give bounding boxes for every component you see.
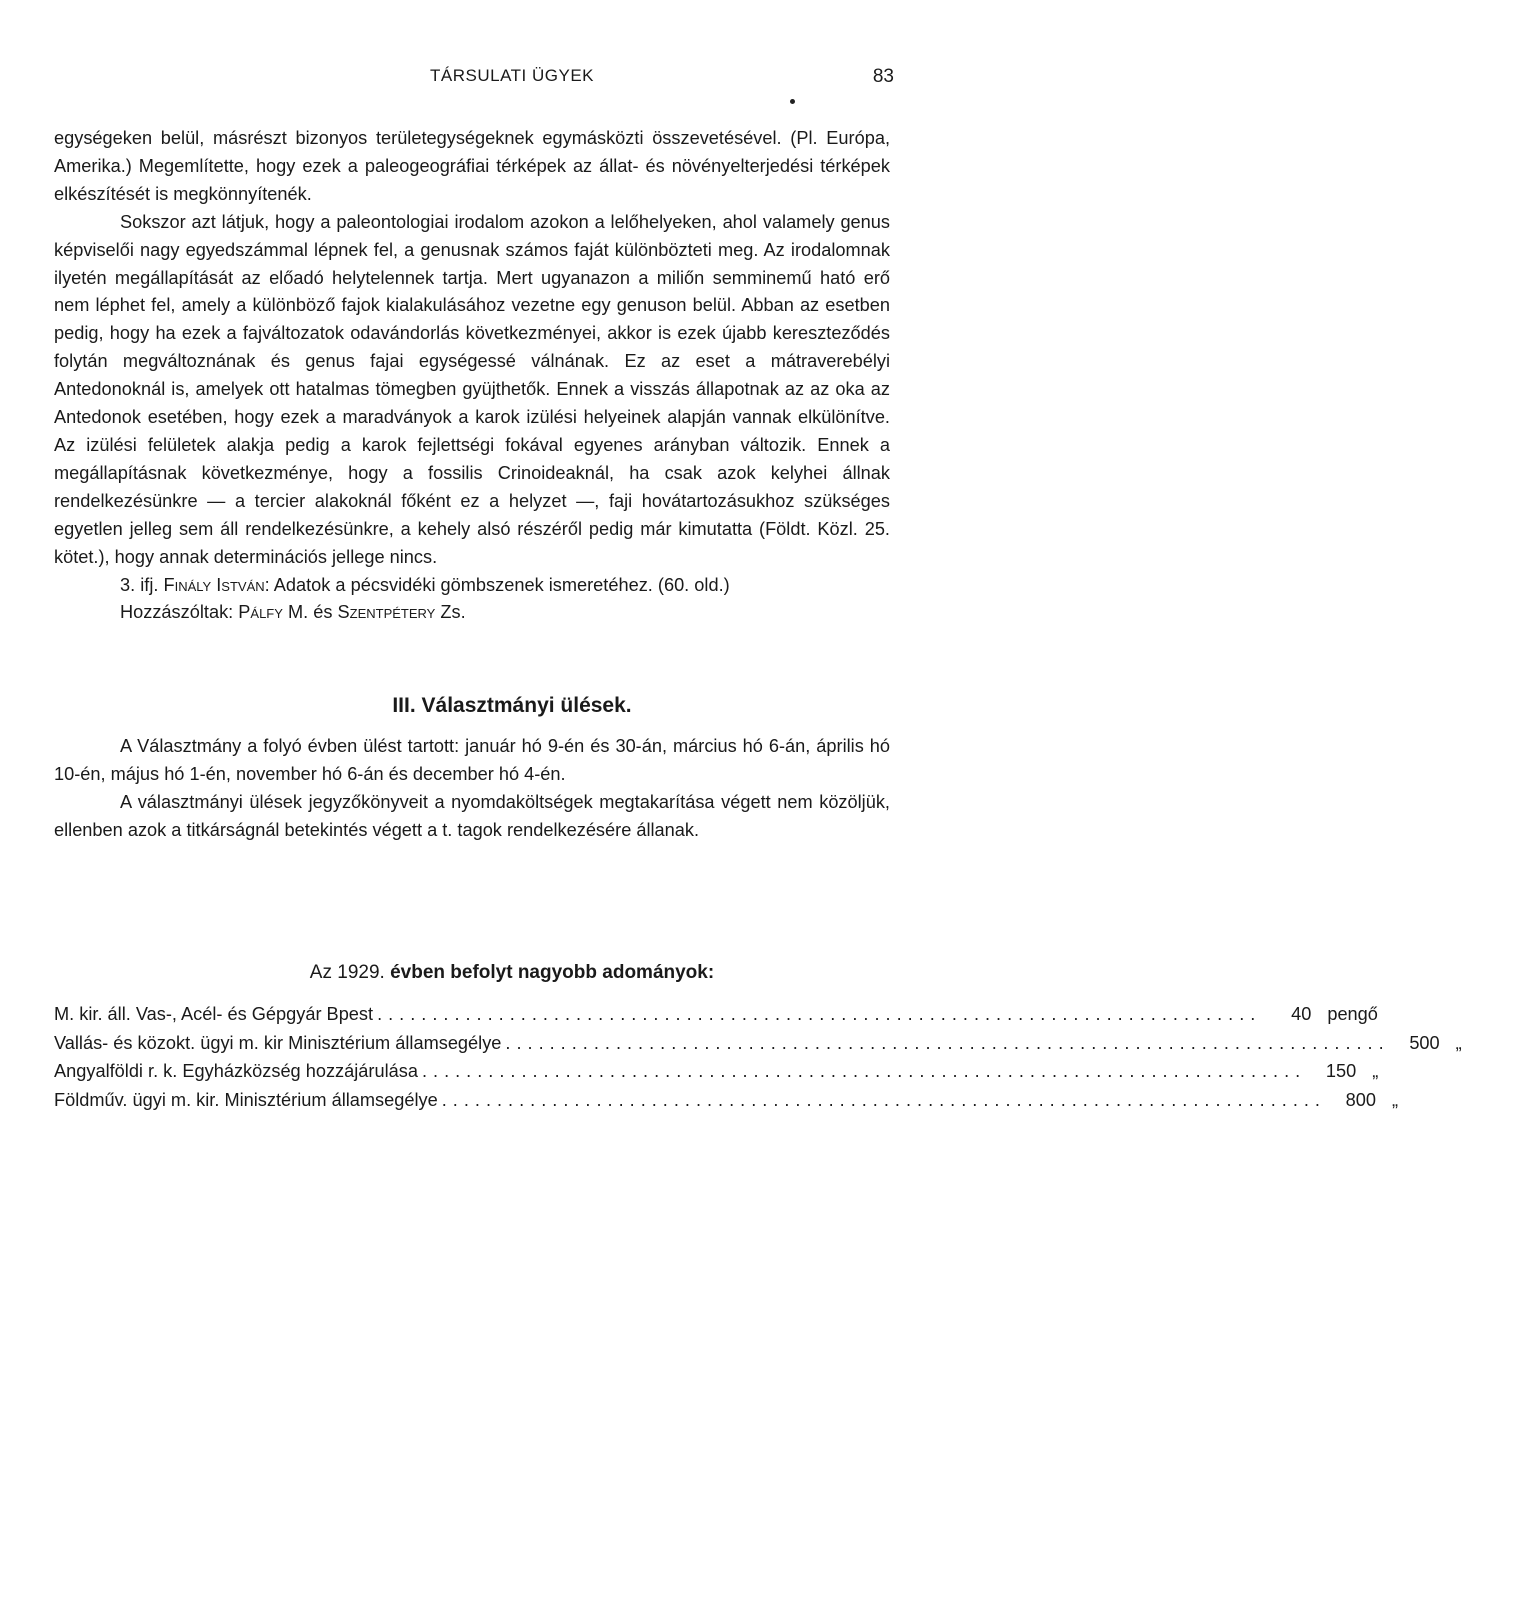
item-3 <box>54 572 890 600</box>
print-speck <box>790 99 795 104</box>
section-text <box>54 733 890 845</box>
donation-unit: „ <box>1455 1032 1462 1053</box>
body-text <box>54 125 890 627</box>
contributors-line <box>54 599 890 627</box>
contributor-palfy: Pálfy <box>238 602 283 623</box>
leader-dots: ................................................................................ <box>377 1004 1262 1024</box>
donations-list <box>54 1000 1462 1114</box>
running-title: TÁRSULATI ÜGYEK <box>430 66 594 85</box>
donation-label: M. kir. áll. Vas-, Acél- és Gépgyár Bpest <box>54 1004 374 1024</box>
donation-row <box>54 1029 1462 1058</box>
donation-label: Földműv. ügyi m. kir. Minisztérium államsegélye <box>54 1089 438 1110</box>
donation-row <box>54 1057 1379 1086</box>
item-3-author: Finály István <box>163 574 265 595</box>
contributor-szentpetery: Szentpétery <box>337 602 436 623</box>
contributors-label: Hozzászóltak: <box>120 602 239 623</box>
donation-label: Angyalföldi r. k. Egyházközség hozzájárulása <box>54 1061 418 1081</box>
leader-dots: ................................................................................ <box>421 1061 1307 1081</box>
donation-unit: „ <box>1391 1089 1399 1110</box>
contributors-suffix: Zs. <box>435 602 466 623</box>
paragraph-antedon: Sokszor azt látjuk, hogy a paleontologiai irodalom azokon a lelőhelyeken, ahol valamely genus képviselői nagy egyedszámmal lépnek fel, a genusnak számos faját különbözteti meg. Az irodalomnak ilyetén megállapítását az előadó helytelennek tartja. Mert ugyanazon a miliőn semminemű ható erő nem léphet fel, amely a különböző fajok kialakulásához vezetne egy genuson belül. Abban az esetben pedig, hogy ha ezek a fajváltozatok odavándorlás következményei, akkor is ezek újabb kereszteződés folytán megváltoznának és genus fajai egységessé válnának. Ez az eset a mátraverebélyi Antedonoknál is, amelyek ott hatalmas tömegben gyüjthetők. Ennek a visszás állapotnak az az oka az Antedonok esetében, hogy ezek a maradványok a karok izülési helyeinek alapján vannak elkülönítve. Az izülési felületek alakja pedig a karok fejlettségi fokával egyenes arányban változik. Ennek a megállapításnak következménye, hogy a fossilis Crinoideaknál, ha csak azok kelyhei állnak rendelkezésünkre — a tercier alakoknál főként ez a helyzet —, faji hovátartozásukhoz szükséges egyetlen jelleg sem áll rendelkezésünkre, a kehely alsó részéről pedig már kimutatta (Földt. Közl. 25. kötet.), hogy annak determinációs jellege nincs. <box>54 211 890 567</box>
running-header <box>0 66 1024 90</box>
donations-heading <box>0 962 1024 984</box>
section-paragraph-minutes: A választmányi ülések jegyzőkönyveit a nyomdaköltségek megtakarítása végett nem közöljük, ellenben azok a titkárságnál betekintés végett a t. tagok rendelkezésére állanak. <box>54 791 890 840</box>
donation-amount: 800 <box>1345 1089 1376 1110</box>
donations-heading-prefix: Az 1929. <box>309 962 391 983</box>
donation-unit: pengő <box>1327 1004 1378 1024</box>
donation-row <box>54 1000 1378 1029</box>
donation-amount: 40 <box>1291 1004 1312 1024</box>
section-heading: III. Választmányi ülések. <box>392 694 632 717</box>
donations-heading-bold: évben befolyt nagyobb adományok: <box>390 962 715 983</box>
paragraph-continuation: egységeken belül, másrészt bizonyos területegységeknek egymásközti összevetésével. (Pl. Európa, Amerika.) Megemlítette, hogy ezek a paleogeográfiai térképek az állat- és növényelterjedési térképek elkészítését is megkönnyítenék. <box>54 128 890 204</box>
donation-row <box>54 1086 1399 1115</box>
item-3-prefix: 3. ifj. <box>120 574 164 595</box>
donation-unit: „ <box>1372 1061 1379 1081</box>
contributors-middle: M. és <box>282 602 338 623</box>
donation-amount: 150 <box>1325 1061 1357 1081</box>
page-number: 83 <box>872 66 894 87</box>
leader-dots: ................................................................................ <box>441 1089 1326 1110</box>
section-paragraph-dates: A Választmány a folyó évben ülést tartott: január hó 9-én és 30-án, március hó 6-án, április hó 10-én, május hó 1-én, november hó 6-án és december hó 4-én. <box>54 736 890 784</box>
donation-label: Vallás- és közokt. ügyi m. kir Minisztérium államsegélye <box>54 1032 502 1053</box>
donation-amount: 500 <box>1409 1032 1440 1053</box>
leader-dots: ................................................................................ <box>505 1032 1390 1053</box>
item-3-title: : Adatok a pécsvidéki gömbszenek ismeretéhez. (60. old.) <box>264 574 730 595</box>
